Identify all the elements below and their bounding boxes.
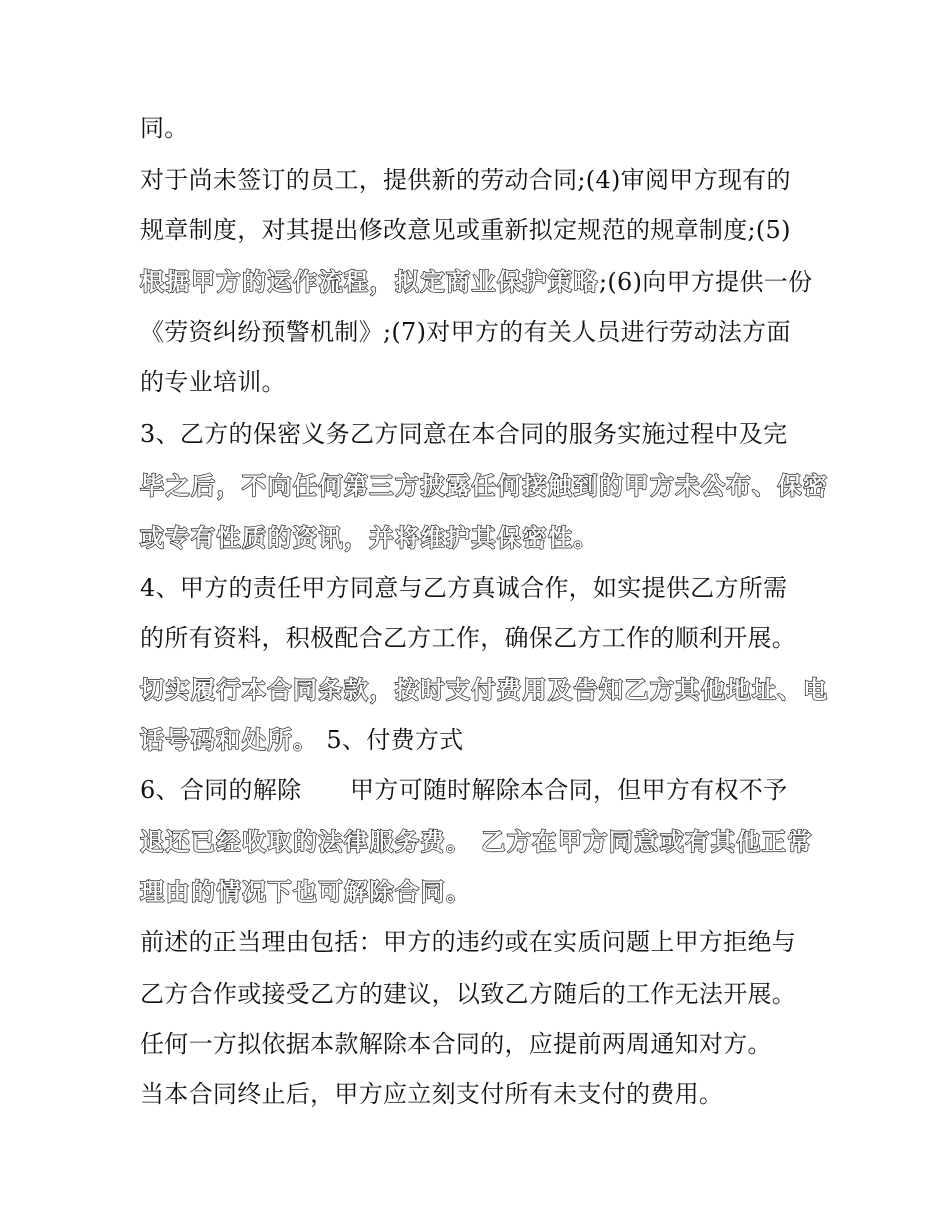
outlined-text-segment: 话号码和处所。 <box>140 726 319 754</box>
document-line <box>140 770 820 810</box>
document-line <box>140 618 820 658</box>
document-line <box>140 312 820 352</box>
text-segment: 4、甲方的责任甲方同意与乙方真诚合作，如实提供乙方所需 <box>140 574 788 602</box>
outlined-text-segment: 根据甲方的运作流程，拟定商业保护策略 <box>140 268 599 296</box>
document-line <box>140 922 820 962</box>
document-line <box>140 1074 820 1114</box>
outlined-text-segment: 毕之后，不向任何第三方披露任何接触到的甲方未公布、保密 <box>140 472 829 500</box>
document-line <box>140 568 820 608</box>
text-segment: 对于尚未签订的员工，提供新的劳动合同;(4)审阅甲方现有的 <box>140 166 791 194</box>
text-segment: 5、付费方式 <box>318 726 464 754</box>
outlined-text-segment: 理由的情况下也可解除合同。 <box>140 878 472 906</box>
text-segment: 3、乙方的保密义务乙方同意在本合同的服务实施过程中及完 <box>140 420 788 448</box>
text-segment: 任何一方拟依据本款解除本合同的，应提前两周通知对方。 <box>140 1030 772 1058</box>
text-segment: 6、合同的解除 甲方可随时解除本合同，但甲方有权不予 <box>140 776 788 804</box>
document-line <box>140 1024 820 1064</box>
document-line <box>140 262 820 302</box>
outlined-text-segment: 切实履行本合同条款，按时支付费用及告知乙方其他地址、电 <box>140 676 829 704</box>
text-segment: ;(6)向甲方提供一份 <box>599 268 813 296</box>
document-line <box>140 518 820 558</box>
text-segment: 的专业培训。 <box>140 368 286 396</box>
document-line <box>140 160 820 200</box>
text-segment: 乙方合作或接受乙方的建议，以致乙方随后的工作无法开展。 <box>140 980 797 1008</box>
document-line <box>140 210 820 250</box>
document-line <box>140 362 820 402</box>
document-line <box>140 466 829 506</box>
text-segment: 的所有资料，积极配合乙方工作，确保乙方工作的顺利开展。 <box>140 624 797 652</box>
document-line <box>140 720 820 760</box>
document-line <box>140 108 820 148</box>
document-line <box>140 670 829 710</box>
document-line <box>140 822 820 862</box>
text-segment: 《劳资纠纷预警机制》;(7)对甲方的有关人员进行劳动法方面 <box>140 318 791 346</box>
document-line <box>140 414 820 454</box>
text-segment: 当本合同终止后，甲方应立刻支付所有未支付的费用。 <box>140 1080 724 1108</box>
text-segment: 同。 <box>140 114 189 142</box>
text-segment: 前述的正当理由包括：甲方的违约或在实质问题上甲方拒绝与 <box>140 928 797 956</box>
outlined-text-segment: 或专有性质的资讯，并将维护其保密性。 <box>140 524 599 552</box>
document-line <box>140 974 820 1014</box>
outlined-text-segment: 退还已经收取的法律服务费。 乙方在甲方同意或有其他正常 <box>140 828 813 856</box>
document-line <box>140 872 820 912</box>
text-segment: 规章制度，对其提出修改意见或重新拟定规范的规章制度;(5) <box>140 216 791 244</box>
